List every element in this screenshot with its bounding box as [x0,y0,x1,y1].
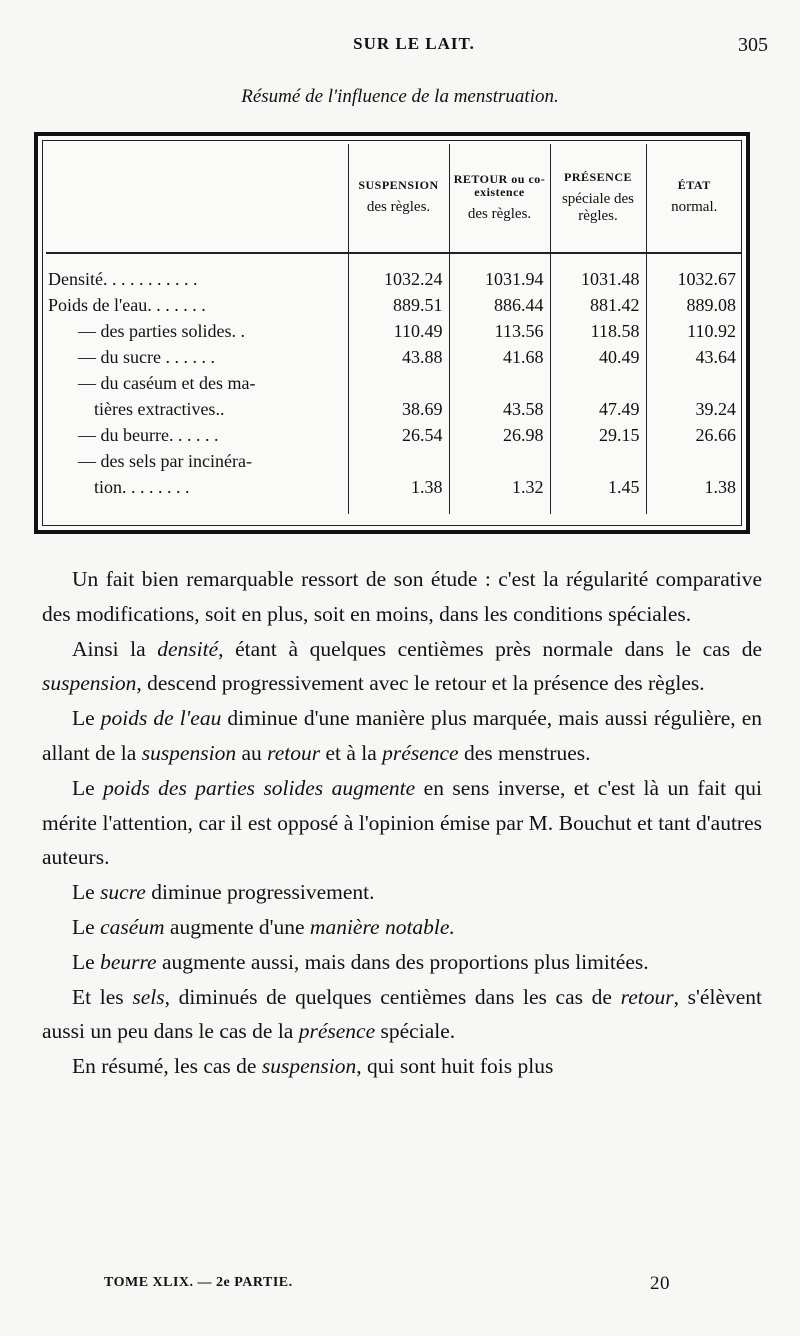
text-run: , diminués de quelques centièmes dans les cas de [164,984,621,1009]
table-cell: 26.54 [348,422,449,448]
table-cell: 118.58 [550,318,646,344]
text-run: au [236,740,268,765]
table-cell: 881.42 [550,292,646,318]
text-run: en sens inverse, et c'est là un fait qui mérite l'attention, car il est opposé à l'opinion émise par M. Bouchut et tant d'autres auteurs. [42,775,762,870]
column-header-bottom: des règles. [366,199,431,216]
text-run-italic: poids de l'eau [100,706,222,731]
text-run: Le [72,775,104,800]
paragraph [42,875,762,910]
column-header [646,144,742,253]
text-run: des menstrues. [458,740,591,765]
table-cell: 26.66 [646,422,742,448]
table-cell: 39.24 [646,396,742,422]
table-cell: 47.49 [550,396,646,422]
row-label [46,396,348,422]
table-cell: 1.45 [550,474,646,514]
text-run-italic: présence [298,1019,376,1044]
table-cell: 40.49 [550,344,646,370]
table-cell: 43.88 [348,344,449,370]
text-run: Le [72,949,101,974]
row-label-text: — des sels par incinéra- [78,451,252,471]
page-number: 305 [738,34,768,56]
column-header-top: PRÉSENCE [563,169,632,184]
table-cell [348,370,449,396]
text-run: , qui sont huit fois plus [356,1054,554,1079]
text-run: diminue progressivement. [145,880,375,905]
table-caption: Résumé de l'influence de la menstruation. [241,86,559,107]
text-run-italic: densité [157,636,219,661]
text-run-italic: sels [132,984,165,1009]
table-cell: 886.44 [449,292,550,318]
table-cell: 1.38 [646,474,742,514]
text-run: , s'élèvent aussi un peu dans le cas de la [42,984,762,1044]
table-cell: 43.64 [646,344,742,370]
text-run: Et les [72,984,133,1009]
row-label [46,344,348,370]
table-cell: 29.15 [550,422,646,448]
column-header [449,144,550,253]
row-label [46,422,348,448]
table-cell [348,448,449,474]
text-run-italic: caséum [100,914,165,939]
menstruation-table [46,144,742,514]
row-label [46,370,348,396]
table-cell: 1.38 [348,474,449,514]
table-cell [646,448,742,474]
table-cell: 1.32 [449,474,550,514]
paragraph [42,1049,762,1084]
row-label-text: — du caséum et des ma- [78,373,256,393]
row-label: Densité. . . . . . . . . . . [48,269,198,289]
paragraph [42,945,762,980]
text-run: augmente d'une [164,914,310,939]
text-run: spéciale. [375,1019,456,1044]
running-title: SUR LE LAIT. [353,34,475,53]
table-row [46,344,742,370]
table-row [46,370,742,396]
table-cell: 26.98 [449,422,550,448]
table-frame [34,132,750,534]
text-run-italic: manière notable. [309,914,455,939]
body-text [42,562,762,1084]
text-run-italic: présence [382,740,459,765]
table-row [46,318,742,344]
paragraph [42,632,762,702]
running-head [60,34,768,58]
paragraph [42,701,762,771]
table-cell: 110.92 [646,318,742,344]
text-run-italic: sucre [100,880,146,905]
table-cell: 1031.94 [449,253,550,292]
volume-line: TOME XLIX. — 2e PARTIE. [104,1275,293,1290]
paragraph [42,771,762,875]
table-cell: 38.69 [348,396,449,422]
row-label [46,474,348,514]
row-label-text: — du beurre. . . . . . [78,425,219,445]
table-row [46,422,742,448]
table-cell: 889.08 [646,292,742,318]
text-run: En résumé, les cas de [72,1054,262,1079]
text-run-italic: retour [620,984,674,1009]
table-row [46,474,742,514]
row-label [46,318,348,344]
table-header-row [46,144,742,253]
table-row [46,448,742,474]
text-run: diminue d'une manière plus marquée, mais aussi régulière, en allant de la [42,706,762,765]
text-run: Le [72,706,101,731]
signature-mark: 20 [650,1273,670,1294]
row-label-text: — du sucre . . . . . . [78,347,215,367]
table-cell: 889.51 [348,292,449,318]
table-row [46,253,742,292]
table-cell [449,370,550,396]
column-header-bottom: normal. [671,199,718,216]
column-header-bottom: des règles. [467,206,532,223]
column-header [348,144,449,253]
text-run: Le [72,914,101,939]
paragraph [42,980,762,1050]
table-cell: 1031.48 [550,253,646,292]
table-cell: 110.49 [348,318,449,344]
table-row [46,396,742,422]
row-label-text: tières extractives.. [94,399,225,419]
column-header-top: RETOUR ou co- existence [453,171,546,200]
paragraph: Un fait bien remarquable ressort de son étude : c'est la régularité comparative des modifications, soit en plus, soit en moins, dans les conditions spéciales. [42,567,762,626]
table-cell [550,370,646,396]
table-cell: 113.56 [449,318,550,344]
header-label-cell [46,144,348,253]
table-row [46,292,742,318]
table-cell [646,370,742,396]
table-cell [550,448,646,474]
table-cell: 41.68 [449,344,550,370]
column-header-top: SUSPENSION [358,178,439,193]
table-cell [449,448,550,474]
text-run: , étant à quelques centièmes près normale dans le cas de [218,636,762,661]
column-header-top: ÉTAT [677,178,711,193]
table-cell: 43.58 [449,396,550,422]
row-label: Poids de l'eau. . . . . . . [48,295,206,315]
text-run: , descend progressivement avec le retour et la présence des règles. [136,671,705,696]
text-run-italic: suspension [261,1054,357,1079]
text-run-italic: suspension [42,671,137,696]
row-label [46,448,348,474]
text-run: augmente aussi, mais dans des proportions plus limitées. [156,949,649,974]
row-label-text: — des parties solides. . [78,321,245,341]
page-footer [104,1273,670,1294]
text-run-italic: suspension [141,740,237,765]
text-run-italic: beurre [100,949,157,974]
column-header [550,144,646,253]
text-run-italic: poids des parties solides augmente [103,775,416,800]
text-run: Le [72,880,101,905]
row-label-text: tion. . . . . . . . [94,477,190,497]
table-cell: 1032.67 [646,253,742,292]
table-cell: 1032.24 [348,253,449,292]
text-run-italic: retour [267,740,321,765]
text-run: Ainsi la [72,636,158,661]
column-header-bottom: spéciale des règles. [561,190,635,224]
text-run: et à la [320,740,383,765]
paragraph [42,910,762,945]
